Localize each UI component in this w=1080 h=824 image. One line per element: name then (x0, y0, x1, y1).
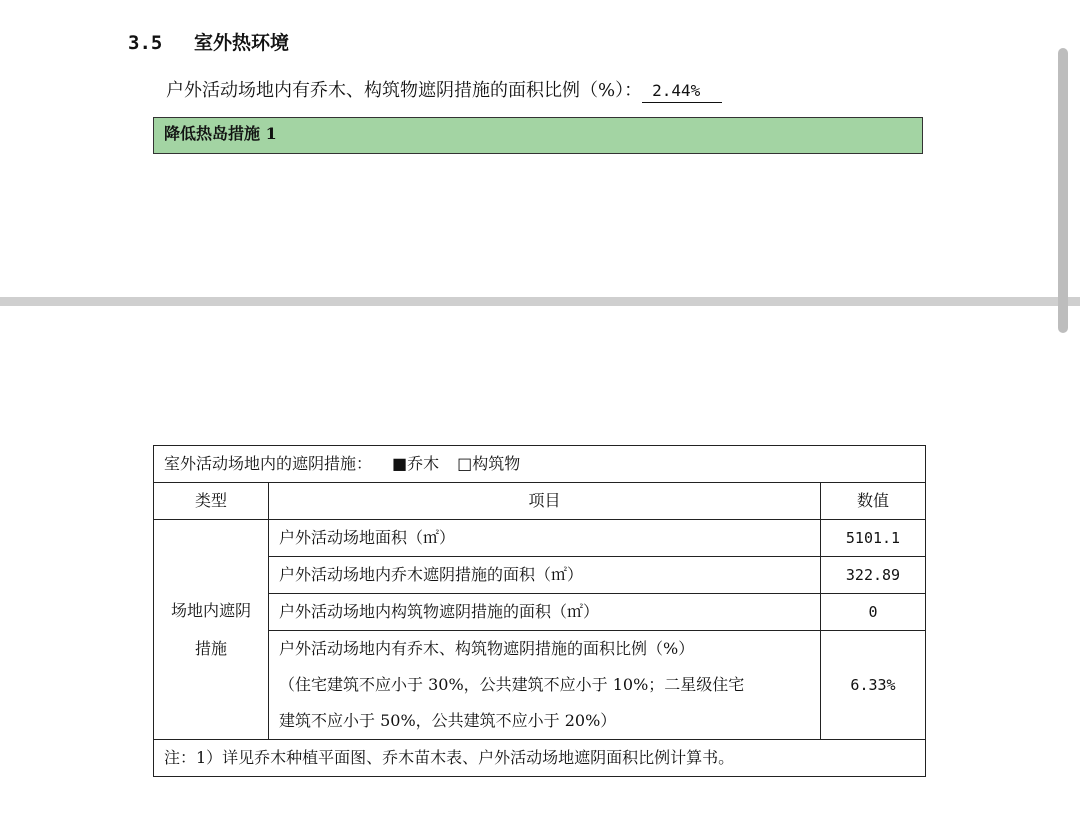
row-value: 322.89 (821, 557, 926, 594)
option-structures-unchecked: □构筑物 (457, 454, 521, 473)
table-row (154, 594, 926, 631)
measure-bar-label: 降低热岛措施 1 (164, 124, 277, 143)
shade-measures-table (153, 445, 926, 777)
table-row (154, 520, 926, 557)
page-separator (0, 297, 1080, 306)
column-header-type: 类型 (154, 483, 269, 520)
row-item: 户外活动场地面积（㎡） (269, 520, 821, 557)
option-trees-checked: ■乔木 (392, 454, 440, 473)
section-number: 3.5 (128, 32, 163, 54)
row-item: 户外活动场地内乔木遮阴措施的面积（㎡） (269, 557, 821, 594)
shade-ratio-value: 2.44% (642, 80, 722, 103)
shade-ratio-label: 户外活动场地内有乔木、构筑物遮阴措施的面积比例（%）： (166, 80, 643, 101)
row-item-multiline (269, 631, 821, 740)
row-item-line3: 建筑不应小于 50%，公共建筑不应小于 20%） (279, 711, 617, 730)
row-value: 5101.1 (821, 520, 926, 557)
shade-measure-label: 室外活动场地内的遮阴措施： (164, 454, 373, 473)
section-heading (128, 28, 289, 55)
group-label-cell (154, 520, 269, 740)
row-value: 0 (821, 594, 926, 631)
note-row (154, 740, 926, 777)
row-item-line1: 户外活动场地内有乔木、构筑物遮阴措施的面积比例（%） (279, 639, 695, 658)
vertical-scrollbar[interactable] (1058, 48, 1068, 333)
row-item: 户外活动场地内构筑物遮阴措施的面积（㎡） (269, 594, 821, 631)
row-value: 6.33% (821, 631, 926, 740)
table-row (154, 557, 926, 594)
table-header-row (154, 446, 926, 483)
heat-island-measure-bar (153, 117, 923, 154)
column-header-value: 数值 (821, 483, 926, 520)
shade-measure-type-cell (154, 446, 926, 483)
row-item-line2: （住宅建筑不应小于 30%，公共建筑不应小于 10%；二星级住宅 (279, 675, 745, 694)
column-header-row (154, 483, 926, 520)
group-label-line1: 场地内遮阴 (170, 600, 251, 620)
table-row (154, 631, 926, 740)
column-header-item: 项目 (269, 483, 821, 520)
table-note: 注：1）详见乔木种植平面图、乔木苗木表、户外活动场地遮阴面积比例计算书。 (154, 740, 926, 777)
shade-ratio-line (166, 76, 722, 103)
section-title: 室外热环境 (194, 32, 290, 54)
group-label-line2: 措施 (194, 638, 227, 658)
